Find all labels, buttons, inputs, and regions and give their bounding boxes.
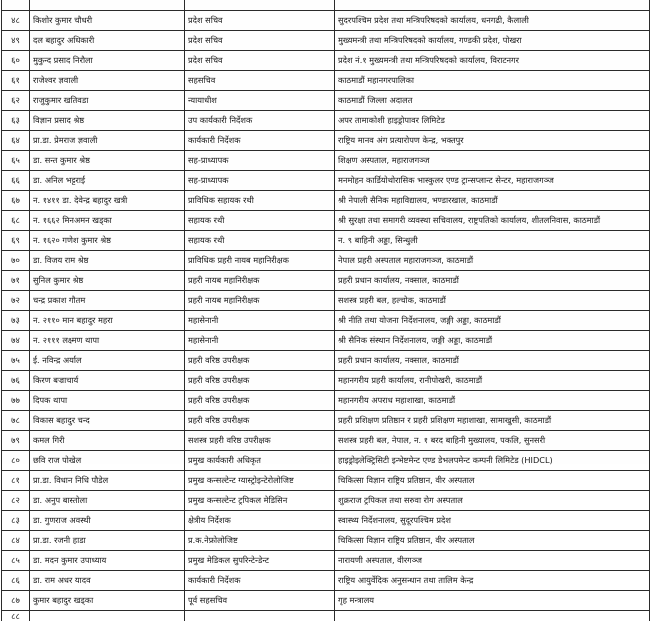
cell-sn: ६१ — [2, 71, 30, 91]
cell-sn: ६० — [2, 51, 30, 71]
cell-sn: ४८ — [2, 11, 30, 31]
table-row — [2, 531, 650, 551]
cell-office: मनमोहन कार्डियोथोरासिक भास्कुलर एण्ड ट्रान्सप्लान्ट सेन्टर, महाराजगञ्ज — [335, 171, 650, 191]
table-row — [2, 471, 650, 491]
cell-post: न्यायाधीश — [185, 91, 335, 111]
cell-post: प्रमुख कार्यकारी अधिकृत — [185, 451, 335, 471]
cell-name: डा. अनिल भट्टराई — [30, 171, 185, 191]
cell-sn: ८४ — [2, 531, 30, 551]
cell-post: सहायक रथी — [185, 231, 335, 251]
appointment-table — [1, 0, 650, 621]
table-row — [2, 591, 650, 611]
cell-post: प्रहरी नायब महानिरीक्षक — [185, 271, 335, 291]
cell-sn: ६९ — [2, 231, 30, 251]
cell-sn: ७१ — [2, 271, 30, 291]
cell-office: चिकित्सा विज्ञान राष्ट्रिय प्रतिष्ठान, वीर अस्पताल — [335, 471, 650, 491]
cell-post — [185, 611, 335, 621]
cell-office: प्रहरी प्रशिक्षण प्रतिष्ठान र प्रहरी प्रशिक्षण महाशाखा, सामाखुसी, काठमाडौं — [335, 411, 650, 431]
cell-office — [335, 611, 650, 621]
table-row — [2, 431, 650, 451]
cell-post: प्रहरी वरिष्ठ उपरीक्षक — [185, 411, 335, 431]
cell-name: न. १४११ डा. देवेन्द्र बहादुर खत्री — [30, 191, 185, 211]
cell-post: प्रमुख कन्सल्टेन्ट ग्यास्ट्रोइन्टेरोलोजिष्ट — [185, 471, 335, 491]
cell-office: सशस्त्र प्रहरी बल, हल्चोक, काठमाडौं — [335, 291, 650, 311]
table-row — [2, 611, 650, 621]
cell-sn: ८५ — [2, 551, 30, 571]
cell-name: न. १६६२ मिनअमन खड्का — [30, 211, 185, 231]
cell-sn: ६६ — [2, 171, 30, 191]
cell-office: मुख्यमन्त्री तथा मन्त्रिपरिषदको कार्यालय, गण्डकी प्रदेश, पोखरा — [335, 31, 650, 51]
cell-name: मुकुन्द प्रसाद निरौला — [30, 51, 185, 71]
cell-sn: ७६ — [2, 371, 30, 391]
cell-post: प्रमुख कन्सल्टेन्ट ट्रपिकल मेडिसिन — [185, 491, 335, 511]
cell-sn: ७८ — [2, 411, 30, 431]
cell-sn: ८० — [2, 451, 30, 471]
cell-name: न. २११० मान बहादुर महरा — [30, 311, 185, 331]
cell-name: डा. राम अधर यादव — [30, 571, 185, 591]
table-row — [2, 511, 650, 531]
cell-post: प्रहरी वरिष्ठ उपरीक्षक — [185, 351, 335, 371]
cell-office: सशस्त्र प्रहरी बल, नेपाल, न. १ बरद बाहिनी मुख्यालय, पकलि, सुनसरी — [335, 431, 650, 451]
cell-sn: ८८ — [2, 611, 30, 621]
table-row — [2, 491, 650, 511]
cell-post: सशस्त्र प्रहरी वरिष्ठ उपरीक्षक — [185, 431, 335, 451]
cell-sn: ६२ — [2, 91, 30, 111]
table-row — [2, 131, 650, 151]
cell-post: क्षेत्रीय निर्देशक — [185, 511, 335, 531]
cell-name: न. १६२० गणेश कुमार श्रेष्ठ — [30, 231, 185, 251]
cell-post: महासेनानी — [185, 331, 335, 351]
cell-office: स्वास्थ्य निर्देशनालय, सुदूरपश्चिम प्रदेश — [335, 511, 650, 531]
cell-post: प्रहरी वरिष्ठ उपरीक्षक — [185, 391, 335, 411]
cell-office: नेपाल प्रहरी अस्पताल महाराजगञ्ज, काठमाडौं — [335, 251, 650, 271]
cell-name: दल बहादुर अधिकारी — [30, 31, 185, 51]
cell-office: महानगरीय अपराध महाशाखा, काठमाडौं — [335, 391, 650, 411]
cell-sn: ८३ — [2, 511, 30, 531]
cell-post: प्रदेश सचिव — [185, 51, 335, 71]
cell-name: राजेश्वर ज्ञवाली — [30, 71, 185, 91]
cell-name: किरण बज्राचार्य — [30, 371, 185, 391]
cell-name — [30, 0, 185, 11]
cell-sn: ८६ — [2, 571, 30, 591]
cell-office: अपर तामाकोशी हाइड्रोपावर लिमिटेड — [335, 111, 650, 131]
cell-name: डा. अनुप बास्तोला — [30, 491, 185, 511]
table-row — [2, 371, 650, 391]
cell-post: प्र.क.नेफ्रोलोजिष्ट — [185, 531, 335, 551]
cell-name: राजुकुमार खतिवडा — [30, 91, 185, 111]
cell-post: पूर्व सहसचिव — [185, 591, 335, 611]
table-row — [2, 11, 650, 31]
cell-office: प्रहरी प्रधान कार्यालय, नक्साल, काठमाडौं — [335, 271, 650, 291]
cell-name: डा. सन्त कुमार श्रेष्ठ — [30, 151, 185, 171]
table-row — [2, 71, 650, 91]
cell-post: सहसचिव — [185, 71, 335, 91]
table-row — [2, 291, 650, 311]
cell-sn: ७७ — [2, 391, 30, 411]
cell-office: सुदरपश्चिम प्रदेश तथा मन्त्रिपरिषदको कार्यालय, धनगढी, कैलाली — [335, 11, 650, 31]
cell-post: प्रमुख मेडिकल सुपरिन्टेन्डेन्ट — [185, 551, 335, 571]
cell-post: कार्यकारी निर्देशक — [185, 571, 335, 591]
cell-sn: ६४ — [2, 131, 30, 151]
cell-name — [30, 611, 185, 621]
cell-office: शुक्रराज ट्रपिकल तथा सरुवा रोग अस्पताल — [335, 491, 650, 511]
cell-name: ई. नविन्द्र अर्याल — [30, 351, 185, 371]
cell-office: न. ९ बाहिनी अड्डा, सिन्धुली — [335, 231, 650, 251]
cell-name: न. २१११ लक्ष्मण थापा — [30, 331, 185, 351]
cell-sn: ६३ — [2, 111, 30, 131]
cell-sn: ६८ — [2, 211, 30, 231]
cell-sn — [2, 0, 30, 11]
cell-office: महानगरीय प्रहरी कार्यालय, रानीपोखरी, काठमाडौं — [335, 371, 650, 391]
cell-sn: ७९ — [2, 431, 30, 451]
table-row — [2, 331, 650, 351]
cell-name: दिपक थापा — [30, 391, 185, 411]
cell-office: प्रदेश नं.१ मुख्यमन्त्री तथा मन्त्रिपरिषदको कार्यालय, विराटनगर — [335, 51, 650, 71]
cell-post — [185, 0, 335, 11]
cell-name: विकास बहादुर चन्द — [30, 411, 185, 431]
table-row — [2, 111, 650, 131]
cell-office: राष्ट्रिय आयुर्वेदिक अनुसन्धान तथा तालिम केन्द्र — [335, 571, 650, 591]
table-row — [2, 151, 650, 171]
table-row — [2, 311, 650, 331]
table-row — [2, 51, 650, 71]
cell-post: सह-प्राध्यापक — [185, 171, 335, 191]
table-row — [2, 91, 650, 111]
cell-sn: ८१ — [2, 471, 30, 491]
cell-office: श्री नीति तथा योजना निर्देशनालय, जङ्गी अड्डा, काठमाडौं — [335, 311, 650, 331]
cell-office: नारायणी अस्पताल, वीरगञ्ज — [335, 551, 650, 571]
cell-office: काठमाडौं महानगरपालिका — [335, 71, 650, 91]
cell-name: चन्द्र प्रकाश गौतम — [30, 291, 185, 311]
cell-sn: ७४ — [2, 331, 30, 351]
cell-name: विज्ञान प्रसाद श्रेष्ठ — [30, 111, 185, 131]
table-row — [2, 551, 650, 571]
cell-post: प्रदेश सचिव — [185, 31, 335, 51]
cell-post: प्रहरी नायब महानिरीक्षक — [185, 291, 335, 311]
cell-sn: ७५ — [2, 351, 30, 371]
cell-sn: ७३ — [2, 311, 30, 331]
cell-office: श्री सैनिक संस्थान निर्देशनालय, जङ्गी अड्डा, काठमाडौं — [335, 331, 650, 351]
cell-sn: ४९ — [2, 31, 30, 51]
cell-post: प्रहरी वरिष्ठ उपरीक्षक — [185, 371, 335, 391]
cell-name: प्रा.डा. प्रेमराज ज्ञवाली — [30, 131, 185, 151]
cell-name: सुनिल कुमार श्रेष्ठ — [30, 271, 185, 291]
table-row — [2, 31, 650, 51]
cell-sn: ७२ — [2, 291, 30, 311]
table-row — [2, 411, 650, 431]
cell-name: छवि राज पोखेल — [30, 451, 185, 471]
cell-sn: ८२ — [2, 491, 30, 511]
cell-office: राष्ट्रिय मानव अंग प्रत्यारोपण केन्द्र, भक्तपुर — [335, 131, 650, 151]
cell-sn: ६७ — [2, 191, 30, 211]
cell-post: कार्यकारी निर्देशक — [185, 131, 335, 151]
cell-name: प्रा.डा. विधान निधि पौडेल — [30, 471, 185, 491]
table-row — [2, 211, 650, 231]
cell-name: डा. विजय राम श्रेष्ठ — [30, 251, 185, 271]
cell-post: प्राविधिक प्रहरी नायब महानिरीक्षक — [185, 251, 335, 271]
cell-office: श्री नेपाली सैनिक महाविद्यालय, भण्डारखाल, काठमाडौं — [335, 191, 650, 211]
cell-name: डा. गुणराज अवस्थी — [30, 511, 185, 531]
cell-post: प्रदेश सचिव — [185, 11, 335, 31]
cell-post: सहायक रथी — [185, 211, 335, 231]
cell-office: शिक्षण अस्पताल, महाराजगञ्ज — [335, 151, 650, 171]
cell-post: उप कार्यकारी निर्देशक — [185, 111, 335, 131]
cell-office: चिकित्सा विज्ञान राष्ट्रिय प्रतिष्ठान, वीर अस्पताल — [335, 531, 650, 551]
cell-name: कमल गिरी — [30, 431, 185, 451]
cell-office: प्रहरी प्रधान कार्यालय, नक्साल, काठमाडौं — [335, 351, 650, 371]
cell-office: हाइड्रोइलेक्ट्रिसिटी इन्भेष्टमेन्ट एण्ड डेभलपमेन्ट कम्पनी लिमिटेड (HIDCL) — [335, 451, 650, 471]
cell-office: श्री सुरक्षा तथा समागरी व्यवस्था सचिवालय, राष्ट्रपतिको कार्यालय, शीतलनिवास, काठमाडौं — [335, 211, 650, 231]
table-row — [2, 231, 650, 251]
table-row — [2, 571, 650, 591]
table-row — [2, 191, 650, 211]
cell-name: प्रा.डा. रजनी हाडा — [30, 531, 185, 551]
table-row — [2, 271, 650, 291]
cell-office: काठमाडौं जिल्ला अदालत — [335, 91, 650, 111]
cell-post: महासेनानी — [185, 311, 335, 331]
cell-office: गृह मन्त्रालय — [335, 591, 650, 611]
cell-post: सह-प्राध्यापक — [185, 151, 335, 171]
cell-sn: ८७ — [2, 591, 30, 611]
cell-name: कुमार बहादुर खड्का — [30, 591, 185, 611]
table-row — [2, 171, 650, 191]
cell-name: किशोर कुमार चौधरी — [30, 11, 185, 31]
table-body — [2, 0, 650, 621]
table-row — [2, 391, 650, 411]
cell-name: डा. मदन कुमार उपाध्याय — [30, 551, 185, 571]
table-row — [2, 451, 650, 471]
table-row — [2, 0, 650, 11]
cell-post: प्राविधिक सहायक रथी — [185, 191, 335, 211]
cell-sn: ७० — [2, 251, 30, 271]
cell-sn: ६५ — [2, 151, 30, 171]
table-row — [2, 351, 650, 371]
table-row — [2, 251, 650, 271]
cell-office — [335, 0, 650, 11]
